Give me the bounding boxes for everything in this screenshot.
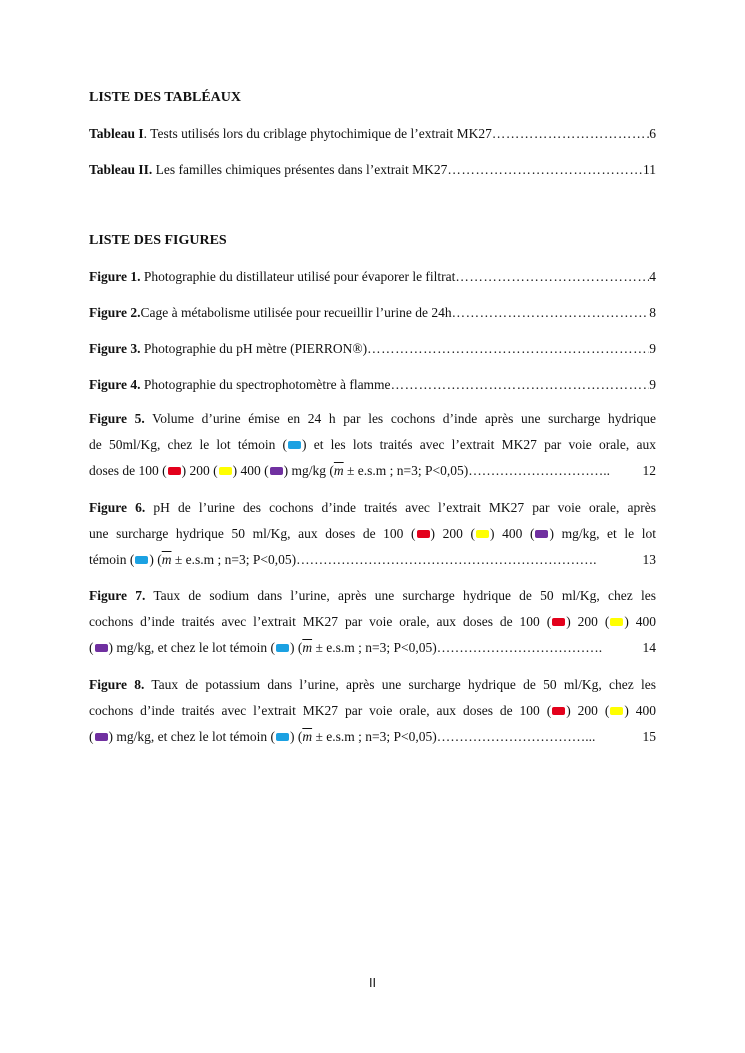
entry-text: ) 400 ( bbox=[490, 526, 535, 541]
entry-label: Figure 3. bbox=[89, 341, 141, 356]
entry-label: Tableau II. bbox=[89, 162, 153, 177]
toc-entry-table-1[interactable] bbox=[89, 126, 656, 142]
toc-entry-table-2[interactable] bbox=[89, 162, 656, 178]
dot-leader bbox=[452, 305, 650, 321]
entry-label: Figure 8. bbox=[89, 677, 145, 692]
purple-swatch-icon bbox=[95, 644, 108, 652]
yellow-swatch-icon bbox=[476, 530, 489, 538]
dot-leader bbox=[492, 126, 649, 142]
entry-text: ) 200 ( bbox=[181, 463, 218, 478]
entry-text: Photographie du spectrophotomètre à flamme bbox=[140, 377, 391, 392]
entry-line bbox=[89, 406, 656, 432]
entry-line bbox=[89, 698, 656, 724]
entry-text: une surcharge hydrique 50 ml/Kg, aux doses de 100 ( bbox=[89, 526, 416, 541]
red-swatch-icon bbox=[552, 618, 565, 626]
purple-swatch-icon bbox=[95, 733, 108, 741]
entry-text: ( bbox=[89, 640, 94, 655]
entry-text: ) 200 ( bbox=[566, 703, 610, 718]
entry-text: Les familles chimiques présentes dans l’extrait MK27 bbox=[152, 162, 448, 177]
entry-text: cochons d’inde traités avec l’extrait MK27 par voie orale, aux doses de 100 ( bbox=[89, 703, 552, 718]
entry-text: ) 400 bbox=[624, 614, 656, 629]
entry-page: 9 bbox=[649, 341, 656, 356]
toc-entry-figure-4[interactable] bbox=[89, 377, 656, 393]
yellow-swatch-icon bbox=[610, 707, 623, 715]
entry-label: Figure 7. bbox=[89, 588, 146, 603]
entry-text: cochons d’inde traités avec l’extrait MK27 par voie orale, aux doses de 100 ( bbox=[89, 614, 552, 629]
entry-text: ) mg/kg ( bbox=[283, 463, 334, 478]
entry-label: Figure 1. bbox=[89, 269, 141, 284]
entry-line bbox=[89, 458, 656, 484]
entry-text: pH de l’urine des cochons d’inde traités avec l’extrait MK27 par voie orale, après bbox=[145, 500, 656, 515]
toc-entry-figure-8[interactable] bbox=[89, 672, 656, 750]
entry-text: ) ( bbox=[289, 640, 303, 655]
entry-text: Photographie du pH mètre (PIERRON®) bbox=[140, 341, 368, 356]
entry-text: témoin ( bbox=[89, 552, 135, 567]
entry-text: ) ( bbox=[149, 552, 162, 567]
mean-symbol: $\overline{m}$ bbox=[333, 463, 344, 478]
entry-line bbox=[89, 521, 656, 547]
entry-text: ± e.s.m ; n=3; P<0,05)…………………………………………………………. bbox=[171, 552, 597, 567]
purple-swatch-icon bbox=[535, 530, 548, 538]
dot-leader bbox=[455, 269, 649, 285]
purple-swatch-icon bbox=[270, 467, 283, 475]
toc-entry-figure-2[interactable] bbox=[89, 305, 656, 321]
blue-swatch-icon bbox=[135, 556, 148, 564]
entry-line bbox=[89, 724, 656, 750]
entry-label: Figure 2. bbox=[89, 305, 141, 320]
entry-text: de 50ml/Kg, chez le lot témoin ( bbox=[89, 437, 288, 452]
entry-text: ) ( bbox=[289, 729, 303, 744]
red-swatch-icon bbox=[168, 467, 181, 475]
entry-text: Taux de potassium dans l’urine, après une surcharge hydrique de 50 ml/Kg, chez les bbox=[144, 677, 656, 692]
toc-entry-figure-3[interactable] bbox=[89, 341, 656, 357]
entry-label: Tableau I bbox=[89, 126, 144, 141]
entry-text: ) 400 bbox=[624, 703, 656, 718]
entry-line bbox=[89, 547, 656, 573]
entry-page: 13 bbox=[642, 552, 656, 567]
entry-text: ) 200 ( bbox=[566, 614, 610, 629]
entry-line bbox=[89, 583, 656, 609]
mean-symbol: $\overline{m}$ bbox=[161, 552, 172, 567]
entry-page: 11 bbox=[643, 162, 656, 177]
entry-page: 6 bbox=[649, 126, 656, 141]
entry-line bbox=[89, 432, 656, 458]
entry-page: 4 bbox=[649, 269, 656, 284]
entry-line bbox=[89, 495, 656, 521]
entry-page: 8 bbox=[649, 305, 656, 320]
entry-page: 12 bbox=[642, 463, 656, 478]
entry-page: 9 bbox=[649, 377, 656, 392]
entry-label: Figure 6. bbox=[89, 500, 146, 515]
red-swatch-icon bbox=[417, 530, 430, 538]
toc-entry-figure-1[interactable] bbox=[89, 269, 656, 285]
entry-text: ± e.s.m ; n=3; P<0,05)……………………………... bbox=[312, 729, 596, 744]
entry-text: ) 200 ( bbox=[430, 526, 475, 541]
entry-text: Cage à métabolisme utilisée pour recueillir l’urine de 24h bbox=[140, 305, 452, 320]
entry-text: ± e.s.m ; n=3; P<0,05)………………………….. bbox=[343, 463, 611, 478]
entry-text: Taux de sodium dans l’urine, après une surcharge hydrique de 50 ml/Kg, chez les bbox=[145, 588, 657, 603]
entry-text: ) et les lots traités avec l’extrait MK27 par voie orale, aux bbox=[302, 437, 656, 452]
dot-leader bbox=[447, 162, 643, 178]
entry-text: ) mg/kg, et chez le lot témoin ( bbox=[108, 640, 275, 655]
entry-text: ± e.s.m ; n=3; P<0,05)………………………………. bbox=[312, 640, 603, 655]
entry-text: ) mg/kg, et le lot bbox=[549, 526, 657, 541]
entry-label: Figure 5. bbox=[89, 411, 145, 426]
entry-label: Figure 4. bbox=[89, 377, 141, 392]
entry-line bbox=[89, 609, 656, 635]
entry-page: 14 bbox=[642, 640, 656, 655]
entry-text: Photographie du distillateur utilisé pour évaporer le filtrat bbox=[140, 269, 456, 284]
toc-entry-figure-5[interactable] bbox=[89, 406, 656, 484]
figures-heading: LISTE DES FIGURES bbox=[89, 233, 227, 248]
mean-symbol: $\overline{m}$ bbox=[302, 729, 313, 744]
tables-heading: LISTE DES TABLÉAUX bbox=[89, 90, 241, 105]
mean-symbol: $\overline{m}$ bbox=[302, 640, 313, 655]
dot-leader bbox=[367, 341, 649, 357]
entry-text: Volume d’urine émise en 24 h par les cochons d’inde après une surcharge hydrique bbox=[144, 411, 657, 426]
red-swatch-icon bbox=[552, 707, 565, 715]
entry-line bbox=[89, 672, 656, 698]
yellow-swatch-icon bbox=[610, 618, 623, 626]
entry-page: 15 bbox=[642, 729, 656, 744]
entry-text: ) 400 ( bbox=[232, 463, 269, 478]
yellow-swatch-icon bbox=[219, 467, 232, 475]
blue-swatch-icon bbox=[288, 441, 301, 449]
entry-line bbox=[89, 635, 656, 661]
blue-swatch-icon bbox=[276, 733, 289, 741]
dot-leader bbox=[391, 377, 650, 393]
blue-swatch-icon bbox=[276, 644, 289, 652]
toc-entry-figure-7[interactable] bbox=[89, 583, 656, 661]
toc-entry-figure-6[interactable] bbox=[89, 495, 656, 573]
entry-text: ( bbox=[89, 729, 94, 744]
entry-text: doses de 100 ( bbox=[89, 463, 167, 478]
page-number: II bbox=[368, 976, 377, 990]
entry-text: . Tests utilisés lors du criblage phytochimique de l’extrait MK27 bbox=[143, 126, 492, 141]
entry-text: ) mg/kg, et chez le lot témoin ( bbox=[108, 729, 275, 744]
